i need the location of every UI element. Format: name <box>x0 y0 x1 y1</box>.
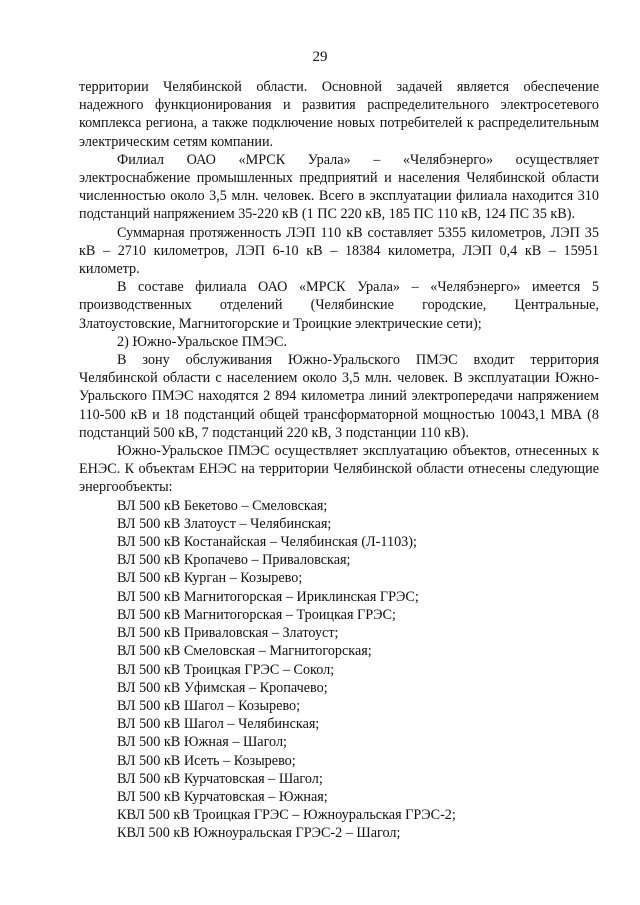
paragraph: Южно-Уральское ПМЭС осуществляет эксплуатацию объектов, отнесенных к ЕНЭС. К объектам ЕНЭС на территории Челябинской области отнесены следующие энергообъекты: <box>79 443 599 496</box>
list-item: ВЛ 500 кВ Кропачево – Приваловская; <box>117 552 351 569</box>
list-item: КВЛ 500 кВ Троицкая ГРЭС – Южноуральская ГРЭС-2; <box>117 807 456 824</box>
list-item: ВЛ 500 кВ Златоуст – Челябинская; <box>117 515 332 532</box>
list-item: ВЛ 500 кВ Магнитогорская – Троицкая ГРЭС; <box>117 606 396 623</box>
list-item: ВЛ 500 кВ Курган – Козырево; <box>117 570 303 587</box>
paragraph: Филиал ОАО «МРСК Урала» – «Челябэнерго» осуществляет электроснабжение промышленных предприятий и населения Челябинской области численностью около 3,5 млн. человек. Всего в эксплуатации филиала находится 310 подстанций напряжением 35-220 кВ (1 ПС 220 кВ, 185 ПС 110 кВ, 124 ПС 35 кВ). <box>79 151 599 223</box>
list-item: ВЛ 500 кВ Курчатовская – Шагол; <box>117 770 323 787</box>
list-item: ВЛ 500 кВ Шагол – Челябинская; <box>117 716 320 733</box>
list-item: ВЛ 500 кВ Бекетово – Смеловская; <box>117 497 328 514</box>
document-body <box>79 78 599 843</box>
list-item: ВЛ 500 кВ Приваловская – Златоуст; <box>117 625 339 642</box>
paragraph: Суммарная протяженность ЛЭП 110 кВ составляет 5355 километров, ЛЭП 35 кВ – 2710 километров, ЛЭП 6-10 кВ – 18384 километра, ЛЭП 0,4 кВ – 15951 километр. <box>79 224 599 278</box>
paragraph: территории Челябинской области. Основной задачей является обеспечение надежного функционирования и развития распределительного электросетевого комплекса региона, а также подключение новых потребителей к распределительным электрическим сетям компании. <box>79 79 599 150</box>
list-item: ВЛ 500 кВ Магнитогорская – Ириклинская ГРЭС; <box>117 588 419 605</box>
list-item: ВЛ 500 кВ Костанайская – Челябинская (Л-1103); <box>117 534 417 551</box>
list-item: ВЛ 500 кВ Троицкая ГРЭС – Сокол; <box>117 661 335 678</box>
list-item: ВЛ 500 кВ Южная – Шагол; <box>117 734 287 751</box>
list-item: ВЛ 500 кВ Уфимская – Кропачево; <box>117 679 328 696</box>
list-item: ВЛ 500 кВ Шагол – Козырево; <box>117 697 301 714</box>
list-item: КВЛ 500 кВ Южноуральская ГРЭС-2 – Шагол; <box>117 825 401 842</box>
page-number: 29 <box>312 49 328 65</box>
list-item: ВЛ 500 кВ Смеловская – Магнитогорская; <box>117 643 372 660</box>
paragraph: В зону обслуживания Южно-Уральского ПМЭС входит территория Челябинской области с населением около 3,5 млн. человек. В эксплуатации Южно-Уральского ПМЭС находятся 2 894 километра линий электропередачи напряжением 110-500 кВ и 18 подстанций общей трансформаторной мощностью 10043,1 МВА (8 подстанций 500 кВ, 7 подстанций 220 кВ, 3 подстанции 110 кВ). <box>79 352 599 441</box>
paragraph: В составе филиала ОАО «МРСК Урала» – «Челябэнерго» имеется 5 производственных отделений (Челябинские городские, Центральные, Златоустовские, Магнитогорские и Троицкие электрические сети); <box>79 279 599 332</box>
paragraph-section-heading: 2) Южно-Уральское ПМЭС. <box>117 333 288 350</box>
list-item: ВЛ 500 кВ Курчатовская – Южная; <box>117 788 328 805</box>
power-line-list <box>79 497 599 843</box>
list-item: ВЛ 500 кВ Исеть – Козырево; <box>117 752 296 769</box>
